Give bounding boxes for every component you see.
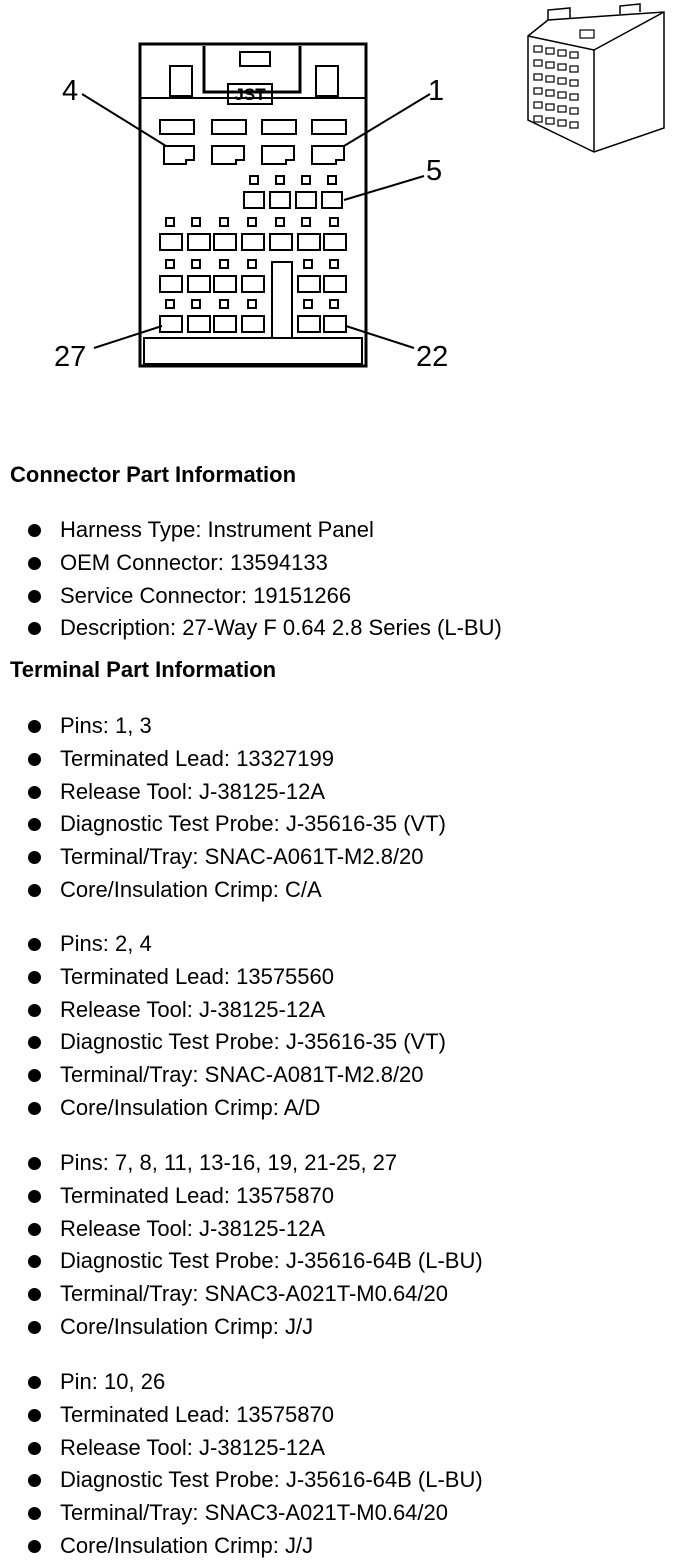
callout-pin-1: 1 <box>428 75 445 107</box>
list-item: Pin: 10, 26 <box>0 1366 688 1399</box>
brand-label: JST <box>234 85 266 104</box>
list-item: Release Tool: J-38125-12A <box>0 776 688 809</box>
list-item: Pins: 2, 4 <box>0 928 688 961</box>
callout-pin-27: 27 <box>54 341 87 373</box>
terminal-group-3 <box>0 1147 688 1344</box>
list-item: Release Tool: J-38125-12A <box>0 994 688 1027</box>
list-item: Diagnostic Test Probe: J-35616-64B (L-BU) <box>0 1245 688 1278</box>
connector-info-list <box>0 514 688 645</box>
list-item: Terminal/Tray: SNAC-A061T-M2.8/20 <box>0 841 688 874</box>
list-item: Diagnostic Test Probe: J-35616-35 (VT) <box>0 808 688 841</box>
list-item: Service Connector: 19151266 <box>0 580 688 613</box>
list-item: Terminated Lead: 13575870 <box>0 1180 688 1213</box>
list-item: Terminated Lead: 13575560 <box>0 961 688 994</box>
callout-pin-22: 22 <box>416 341 449 373</box>
list-item: Release Tool: J-38125-12A <box>0 1213 688 1246</box>
terminal-group-2 <box>0 928 688 1125</box>
list-item: Core/Insulation Crimp: J/J <box>0 1311 688 1344</box>
callout-pin-5: 5 <box>426 155 443 187</box>
list-item: Terminal/Tray: SNAC-A081T-M2.8/20 <box>0 1059 688 1092</box>
list-item: Pins: 7, 8, 11, 13-16, 19, 21-25, 27 <box>0 1147 688 1180</box>
list-item: Harness Type: Instrument Panel <box>0 514 688 547</box>
list-item: Terminated Lead: 13327199 <box>0 743 688 776</box>
list-item: Terminal/Tray: SNAC3-A021T-M0.64/20 <box>0 1497 688 1530</box>
list-item: Diagnostic Test Probe: J-35616-35 (VT) <box>0 1026 688 1059</box>
terminal-group-4 <box>0 1366 688 1563</box>
list-item: Core/Insulation Crimp: A/D <box>0 1092 688 1125</box>
list-item: Terminated Lead: 13575870 <box>0 1399 688 1432</box>
pin-cavities <box>160 120 346 332</box>
connector-diagram <box>0 0 688 420</box>
list-item: Pins: 1, 3 <box>0 710 688 743</box>
list-item: Core/Insulation Crimp: J/J <box>0 1530 688 1563</box>
callout-pin-4: 4 <box>62 75 79 107</box>
terminal-group-1 <box>0 710 688 907</box>
connector-info-title: Connector Part Information <box>10 462 297 487</box>
list-item: Terminal/Tray: SNAC3-A021T-M0.64/20 <box>0 1278 688 1311</box>
terminal-info-title: Terminal Part Information <box>10 657 277 682</box>
list-item: Description: 27-Way F 0.64 2.8 Series (L-BU) <box>0 612 688 645</box>
list-item: Diagnostic Test Probe: J-35616-64B (L-BU) <box>0 1464 688 1497</box>
list-item: OEM Connector: 13594133 <box>0 547 688 580</box>
list-item: Release Tool: J-38125-12A <box>0 1432 688 1465</box>
connector-isometric-thumbnail <box>528 4 664 152</box>
list-item: Core/Insulation Crimp: C/A <box>0 874 688 907</box>
